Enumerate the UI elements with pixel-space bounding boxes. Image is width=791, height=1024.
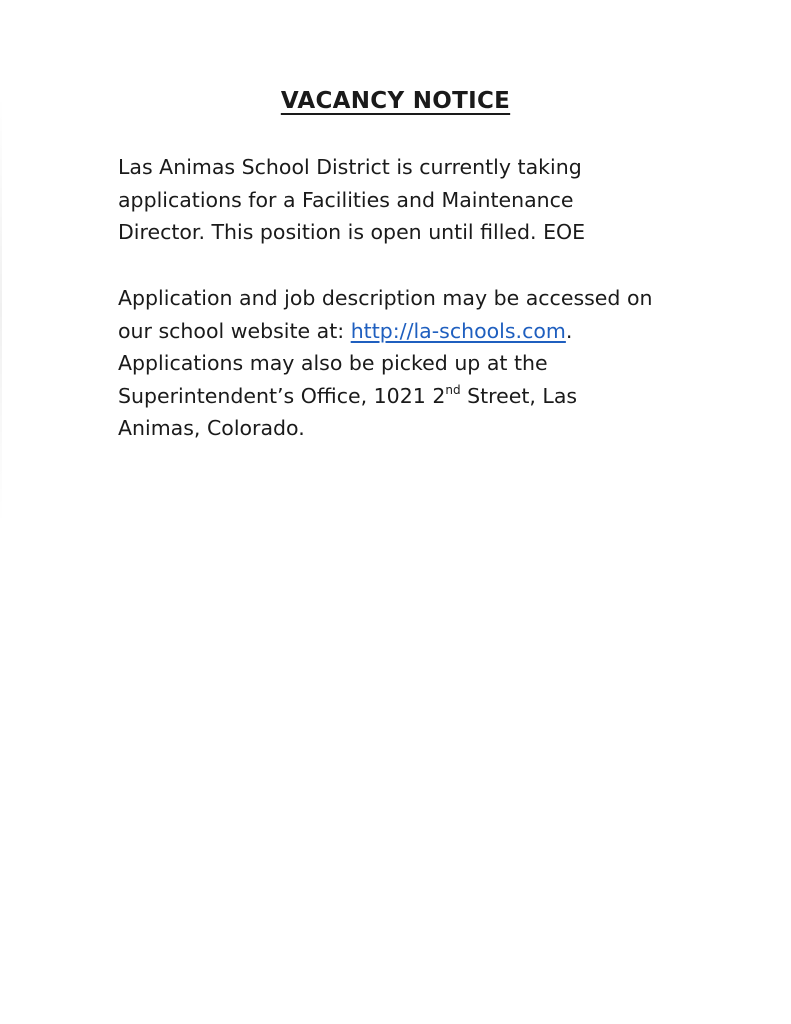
notice-title xyxy=(0,88,791,114)
notice-title-text: VACANCY NOTICE xyxy=(280,88,511,114)
scan-edge-shadow xyxy=(0,95,2,525)
application-line-3: Applications may also be picked up at the xyxy=(118,351,548,375)
ordinal-superscript: nd xyxy=(445,382,461,397)
application-line-2 xyxy=(118,315,708,348)
application-line-1: Application and job description may be accessed on xyxy=(118,286,653,310)
notice-paragraph-application xyxy=(118,282,708,445)
website-prefix: our school website at: xyxy=(118,318,351,343)
intro-line-1: Las Animas School District is currently taking xyxy=(118,155,582,179)
intro-line-2: applications for a Facilities and Maintenance xyxy=(118,187,574,212)
website-suffix: . xyxy=(565,318,573,343)
application-line-5: Animas, Colorado. xyxy=(118,416,305,440)
intro-line-3: Director. This position is open until filled. EOE xyxy=(118,220,586,244)
application-line-4 xyxy=(118,380,708,413)
notice-paragraph-intro xyxy=(118,151,708,249)
office-address-suffix: Street, Las xyxy=(460,383,578,408)
school-website-link[interactable]: http://la-schools.com xyxy=(350,318,566,343)
office-address-prefix: Superintendent’s Office, 1021 2 xyxy=(118,383,446,408)
